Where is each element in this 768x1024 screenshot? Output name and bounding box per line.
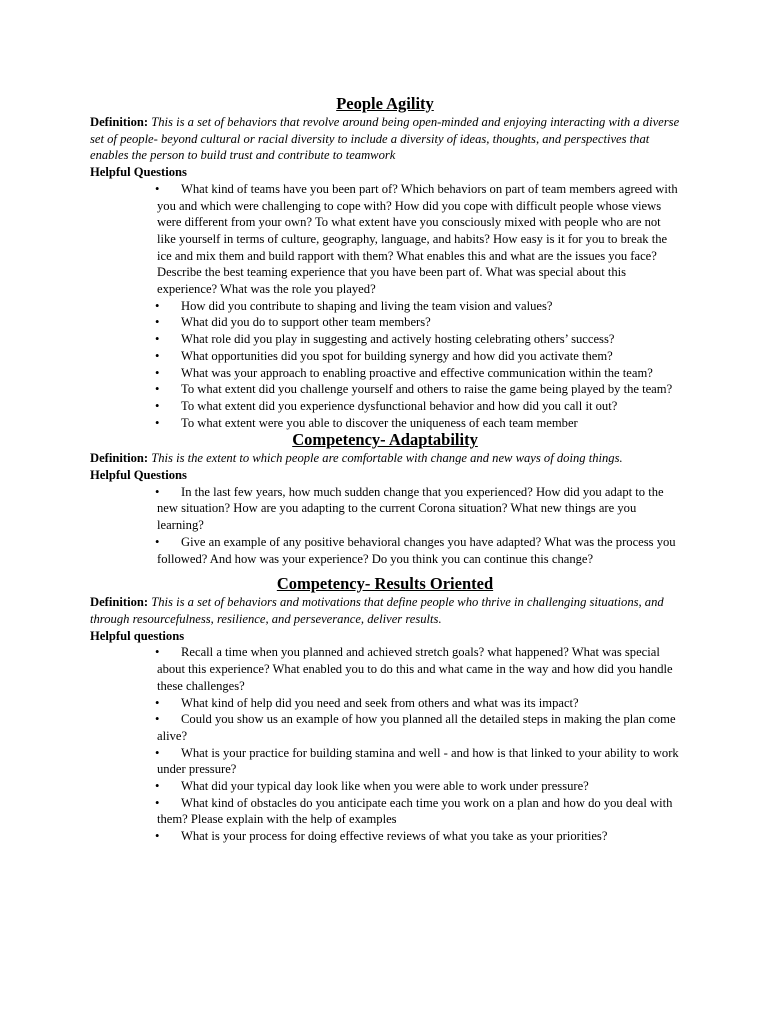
question-text: To what extent were you able to discover the uniqueness of each team member — [181, 415, 578, 430]
bullet-icon: • — [155, 779, 160, 794]
question-list — [90, 484, 680, 568]
bullet-icon: • — [155, 745, 160, 760]
bullet-icon: • — [155, 829, 160, 844]
bullet-icon: • — [155, 332, 160, 347]
bullet-icon: • — [155, 382, 160, 397]
question-item — [157, 331, 680, 348]
question-text: What is your practice for building stamina and well - and how is that linked to your ability to work under pressure? — [157, 745, 679, 777]
question-text: What is your process for doing effective reviews of what you take as your priorities? — [181, 829, 608, 844]
definition-label: Definition: — [90, 115, 149, 129]
bullet-icon: • — [155, 795, 160, 810]
section-title: Competency- Adaptability — [292, 430, 478, 450]
question-text: In the last few years, how much sudden change that you experienced? How did you adapt to the new situation? How are you adapting to the current Corona situation? What new things are you learning? — [157, 484, 664, 533]
question-text: What opportunities did you spot for building synergy and how did you activate them? — [181, 348, 613, 363]
bullet-icon: • — [155, 415, 160, 430]
question-item — [157, 534, 680, 567]
bullet-icon: • — [155, 315, 160, 330]
bullet-icon: • — [155, 712, 160, 727]
question-item — [157, 795, 680, 828]
question-item — [157, 181, 680, 298]
question-text: What kind of obstacles do you anticipate each time you work on a plan and how do you deal with them? Please explain with the help of examples — [157, 795, 673, 827]
definition — [90, 114, 680, 164]
questions-heading: Helpful Questions — [90, 165, 187, 180]
question-text: Give an example of any positive behavioral changes you have adapted? What was the process you followed? And how was your experience? Do you think you can continue this change? — [157, 534, 676, 566]
definition-label: Definition: — [90, 595, 149, 610]
question-text: To what extent did you experience dysfunctional behavior and how did you call it out? — [181, 398, 618, 413]
questions-heading: Helpful Questions — [90, 468, 187, 483]
section-title: Competency- Results Oriented — [276, 574, 494, 594]
question-text: What was your approach to enabling proactive and effective communication within the team? — [181, 365, 653, 380]
section-title: People Agility — [336, 94, 434, 113]
question-item — [157, 398, 680, 415]
section-results-oriented — [90, 574, 680, 845]
question-text: Recall a time when you planned and achieved stretch goals? what happened? What was special about this experience? What enabled you to do this and what came in the way and how did you handle these challenges? — [157, 645, 673, 693]
bullet-icon: • — [155, 348, 160, 363]
questions-heading: Helpful questions — [90, 628, 185, 643]
bullet-icon: • — [155, 398, 160, 413]
question-item — [157, 298, 680, 315]
bullet-icon: • — [155, 298, 160, 313]
definition-text: This is the extent to which people are comfortable with change and new ways of doing things. — [151, 451, 623, 466]
bullet-icon: • — [155, 181, 160, 196]
bullet-icon: • — [155, 365, 160, 380]
document-page — [90, 94, 680, 845]
question-item — [157, 745, 680, 778]
question-text: What did your typical day look like when you were able to work under pressure? — [181, 779, 589, 794]
section-adaptability — [90, 430, 680, 567]
definition-text: This is a set of behaviors and motivations that define people who thrive in challenging situations, and through resourcefulness, resilience, and perseverance, deliver results. — [90, 595, 664, 626]
question-item — [157, 314, 680, 331]
question-text: What did you do to support other team members? — [181, 315, 431, 330]
definition-label: Definition: — [90, 451, 149, 466]
definition — [90, 450, 680, 467]
question-text: What role did you play in suggesting and actively hosting celebrating others’ success? — [181, 332, 615, 347]
bullet-icon: • — [155, 645, 160, 660]
question-text: What kind of teams have you been part of? Which behaviors on part of team members agreed with you and which were challenging to cope with? How did you cope with difficult people whose views were different from your own? To what extent have you consciously mixed with people who are not like yourself in terms of culture, geography, language, and habits? How easy is it for you to break the ice and mix them and build rapport with them? What enables this and what are the issues you face? Describe the best teaming experience that you have been part of. What was special about this experience? What was the role you played? — [157, 181, 678, 297]
question-item — [157, 365, 680, 382]
question-item — [157, 778, 680, 795]
section-people-agility — [90, 94, 680, 431]
question-item — [157, 381, 680, 398]
question-text: Could you show us an example of how you planned all the detailed steps in making the plan come alive? — [157, 712, 676, 743]
question-list — [90, 181, 680, 432]
question-item — [157, 484, 680, 534]
question-item — [157, 711, 680, 744]
question-text: To what extent did you challenge yourself and others to raise the game being played by the team? — [181, 382, 673, 397]
question-item — [157, 828, 680, 845]
question-list — [90, 644, 680, 844]
bullet-icon: • — [155, 484, 160, 499]
question-text: What kind of help did you need and seek from others and what was its impact? — [181, 695, 579, 710]
definition-text: This is a set of behaviors that revolve around being open-minded and enjoying interacting with a diverse set of people- beyond cultural or racial diversity to include a diversity of ideas, thoughts, and perspectives that enables the person to build trust and contribute to teamwork — [90, 115, 680, 163]
question-item — [157, 415, 680, 432]
bullet-icon: • — [155, 695, 160, 710]
bullet-icon: • — [155, 534, 160, 549]
question-text: How did you contribute to shaping and living the team vision and values? — [181, 298, 553, 313]
question-item — [157, 695, 680, 712]
question-item — [157, 348, 680, 365]
question-item — [157, 644, 680, 694]
definition — [90, 594, 680, 627]
